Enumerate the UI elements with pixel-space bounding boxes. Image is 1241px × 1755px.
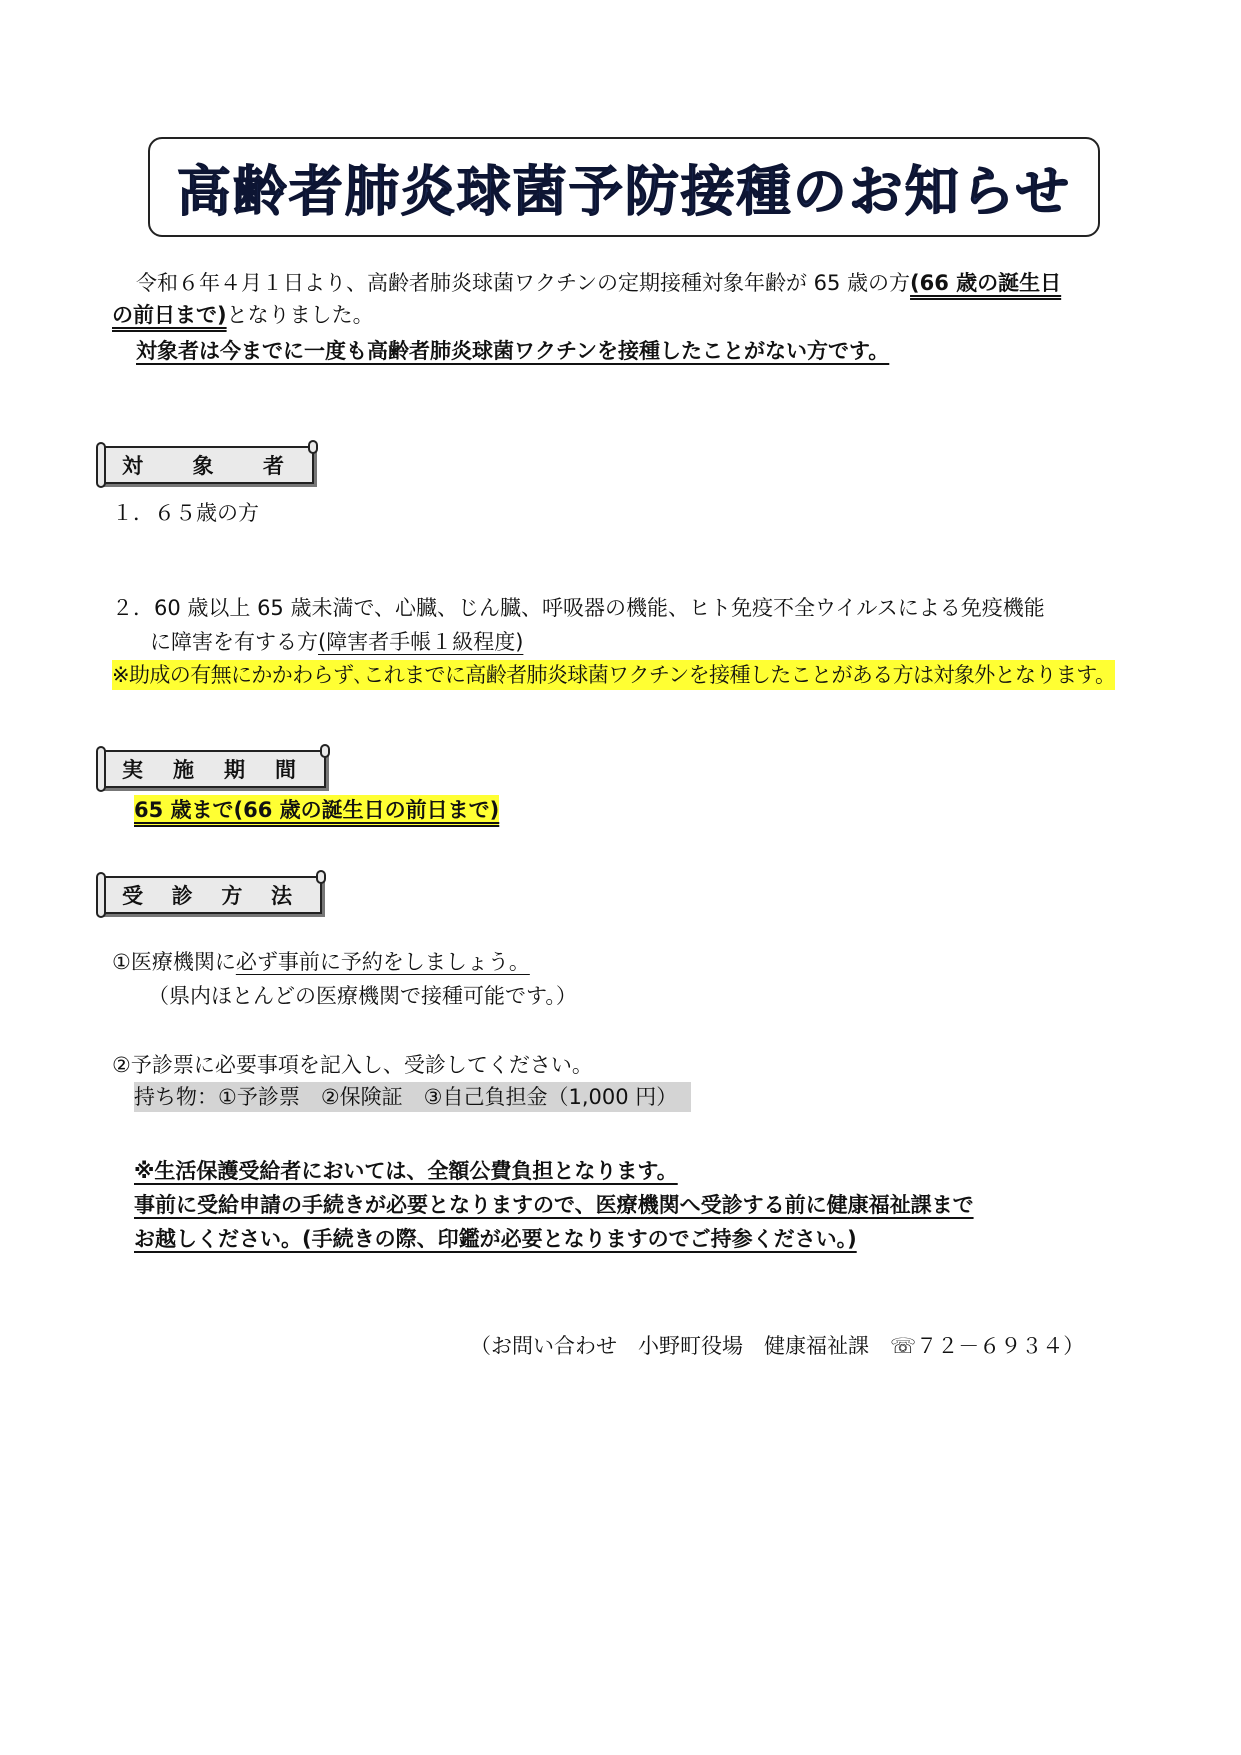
- section-heading-target: 対 象 者: [100, 446, 314, 484]
- section-heading-method: 受 診 方 法: [100, 876, 322, 914]
- welfare-line-2: 事前に受給申請の手続きが必要となりますので、医療機関へ受診する前に健康福祉課まで: [134, 1193, 974, 1217]
- target-item-2-line-1: ２．60 歳以上 65 歳未満で、心臓、じん臓、呼吸器の機能、ヒト免疫不全ウイルスによる免疫機能: [112, 596, 1045, 620]
- section-heading-period: 実 施 期 間: [100, 750, 326, 788]
- page-title: 高齢者肺炎球菌予防接種のお知らせ: [176, 159, 1072, 223]
- method-step-2: ②予診票に必要事項を記入し、受診してください。: [112, 1053, 593, 1077]
- period-text: 65 歳まで(66 歳の誕生日の前日まで): [134, 795, 499, 825]
- target-item-2-line-2: に障害を有する方(障害者手帳１級程度): [150, 630, 524, 654]
- method-step-1: ①医療機関に必ず事前に予約をしましょう。: [112, 950, 530, 974]
- target-item-1: １．６５歳の方: [112, 501, 259, 525]
- method-step-1-sub: （県内ほとんどの医療機関で接種可能です。）: [148, 984, 577, 1008]
- title-box: [148, 137, 1100, 237]
- contact-info: （お問い合わせ 小野町役場 健康福祉課 ☏７２－６９３４）: [470, 1334, 1085, 1358]
- intro-line-1: 令和６年４月１日より、高齢者肺炎球菌ワクチンの定期接種対象年齢が 65 歳の方(66 歳の誕生日: [136, 271, 1062, 295]
- intro-line-2: の前日まで)となりました。: [112, 303, 374, 327]
- welfare-line-1: ※生活保護受給者においては、全額公費負担となります。: [134, 1159, 678, 1183]
- method-items: 持ち物：①予診票 ②保険証 ③自己負担金（1,000 円）: [134, 1082, 691, 1112]
- intro-line-3: 対象者は今までに一度も高齢者肺炎球菌ワクチンを接種したことがない方です。: [136, 339, 890, 363]
- welfare-line-3: お越しください。(手続きの際、印鑑が必要となりますのでご持参ください。): [134, 1227, 857, 1251]
- target-note: ※助成の有無にかかわらず､これまでに高齢者肺炎球菌ワクチンを接種したことがある方は対象外となります。: [112, 660, 1115, 690]
